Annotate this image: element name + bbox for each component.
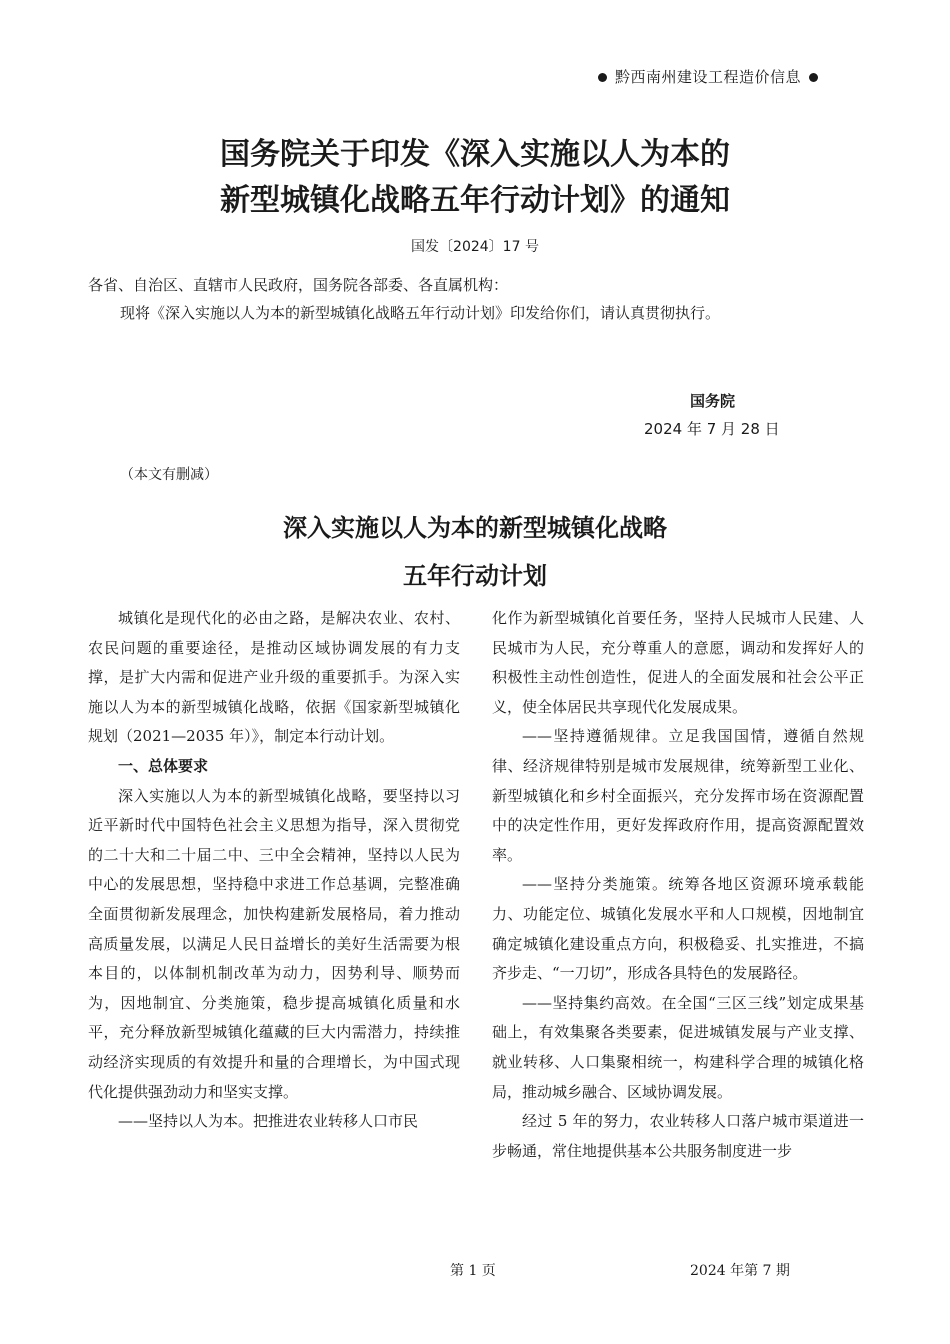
issuer-name: 国务院 — [690, 392, 736, 410]
right-column — [492, 604, 864, 1166]
recipient-line: 各省、自治区、直辖市人民政府，国务院各部委、各直属机构： — [88, 276, 509, 294]
paragraph-continued: 化作为新型城镇化首要任务，坚持人民城市人民建、人民城市为人民，充分尊重人的意愿，调动和发挥好人的积极性主动性创造性，促进人的全面发展和社会公平正义，使全体居民共享现代化发展成果。 — [492, 609, 864, 716]
paragraph: 经过 5 年的努力，农业转移人口落户城市渠道进一步畅通，常住地提供基本公共服务制度进一步 — [492, 1112, 864, 1160]
plan-title-line-2: 五年行动计划 — [403, 561, 547, 590]
issue-date: 2024 年 7 月 28 日 — [644, 420, 780, 438]
paragraph: ——坚持以人为本。把推进农业转移人口市民 — [118, 1112, 419, 1131]
publication-header — [590, 66, 826, 87]
notice-title-line-1: 国务院关于印发《深入实施以人为本的 — [220, 137, 730, 172]
paragraph: 深入实施以人为本的新型城镇化战略，要坚持以习近平新时代中国特色社会主义思想为指导，深入贯彻党的二十大和二十届二中、三中全会精神，坚持以人民为中心的发展思想，坚持稳中求进工作总基调，完整准确全面贯彻新发展理念，加快构建新发展格局，着力推动高质量发展，以满足人民日益增长的美好生活需要为根本目的，以体制机制改革为动力，因势利导、顺势而为，因地制宜、分类施策，稳步提高城镇化质量和水平，充分释放新型城镇化蕴藏的巨大内需潜力，持续推动经济实现质的有效提升和量的合理增长，为中国式现代化提供强劲动力和坚实支撑。 — [88, 786, 460, 1101]
notice-title-line-2: 新型城镇化战略五年行动计划》的通知 — [220, 183, 730, 218]
abridged-note: （本文有删减） — [120, 467, 218, 483]
issue-label: 2024 年第 7 期 — [690, 1263, 790, 1279]
publication-name: 黔西南州建设工程造价信息 — [614, 68, 801, 86]
paragraph: 城镇化是现代化的必由之路，是解决农业、农村、农民问题的重要途径，是推动区域协调发展的有力支撑，是扩大内需和促进产业升级的重要抓手。为深入实施以人为本的新型城镇化战略，依据《国家新型城镇化规划（2021—2035 年）》，制定本行动计划。 — [88, 609, 460, 746]
document-number: 国发〔2024〕17 号 — [411, 239, 539, 255]
section-heading: 一、总体要求 — [118, 756, 209, 775]
plan-title-line-1: 深入实施以人为本的新型城镇化战略 — [283, 513, 667, 542]
page-number: 第 1 页 — [450, 1263, 496, 1279]
bullet-icon — [598, 73, 607, 82]
paragraph: ——坚持分类施策。统筹各地区资源环境承载能力、功能定位、城镇化发展水平和人口规模，因地制宜确定城镇化建设重点方向，积极稳妥、扎实推进，不搞齐步走、“一刀切”，形成各具特色的发展路径。 — [492, 875, 864, 983]
paragraph: ——坚持遵循规律。立足我国国情，遵循自然规律、经济规律特别是城市发展规律，统筹新型工业化、新型城镇化和乡村全面振兴，充分发挥市场在资源配置中的决定性作用，更好发挥政府作用，提高资源配置效率。 — [492, 727, 864, 864]
bullet-icon — [809, 73, 818, 82]
instruction-line: 现将《深入实施以人为本的新型城镇化战略五年行动计划》印发给你们，请认真贯彻执行。 — [120, 304, 721, 322]
paragraph: ——坚持集约高效。在全国“三区三线”划定成果基础上，有效集聚各类要素，促进城镇发展与产业支撑、就业转移、人口集聚相统一，构建科学合理的城镇化格局，推动城乡融合、区域协调发展。 — [492, 993, 864, 1101]
left-column — [88, 604, 460, 1137]
notice-title — [0, 132, 950, 224]
